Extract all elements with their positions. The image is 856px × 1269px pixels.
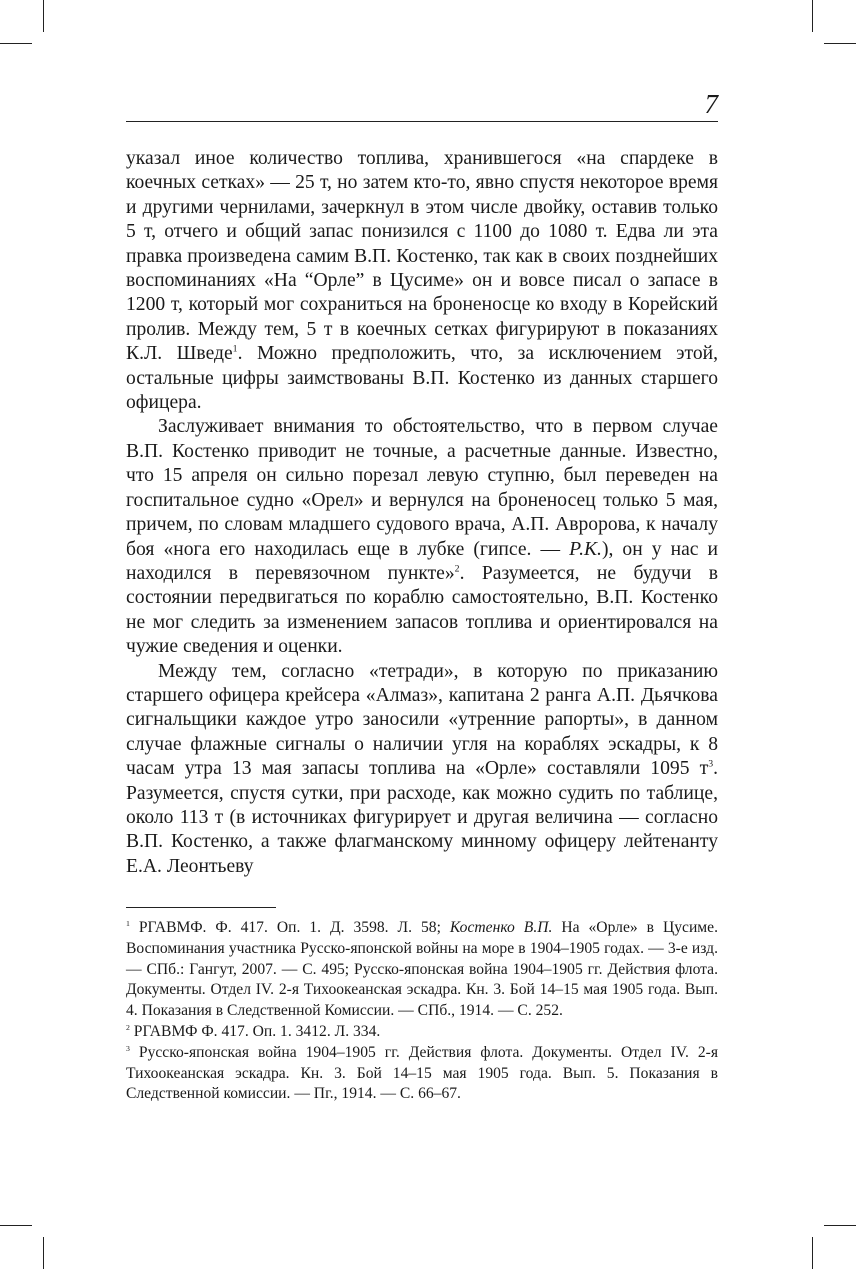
crop-mark-top-left-h bbox=[0, 43, 32, 44]
text-run: . Разумеется, спустя сутки, при расходе, как можно судить по таблице, около 113 т (в источниках фигурирует и другая величина — согласно В.П. Костенко, а также флагманскому минному офицеру лейтенанту Е.А. Леонтьеву bbox=[126, 758, 718, 877]
text-run: . Можно предположить, что, за исключением этой, остальные цифры заимствованы В.П. Костенко из данных старшего офицера. bbox=[126, 343, 718, 414]
paragraph bbox=[126, 147, 718, 415]
footnote bbox=[126, 1022, 718, 1043]
footnote-ref: 2 bbox=[454, 563, 460, 575]
text-run: РГАВМФ. Ф. 417. Оп. 1. Д. 3598. Л. 58; bbox=[129, 919, 450, 936]
text-run: указал иное количество топлива, хранившегося «на спардеке в коечных сетках» — 25 т, но затем кто-то, явно спустя некоторое время и другими чернилами, зачеркнул в этом числе двойку, оставив только 5 т, отчего и общий запас понизился с 1100 до 1080 т. Едва ли эта правка произведена самим В.П. Костенко, так как в своих позднейших воспоминаниях «На “Орле” в Цусиме» он и вовсе писал о запасе в 1200 т, который мог сохраниться на броненосце ко входу в Корейский пролив. Между тем, 5 т в коечных сетках фигурируют в показаниях К.Л. Шведе bbox=[126, 148, 718, 365]
text-run: Заслуживает внимания то обстоятельство, что в первом случае В.П. Костенко приводит не точные, а расчетные данные. Известно, что 15 апреля он сильно порезал левую ступню, был переведен на госпитальное судно «Орел» и вернулся на броненосец только 5 мая, причем, по словам младшего судового врача, А.П. Авророва, к началу боя «нога его находилась еще в лубке (гипсе. — bbox=[126, 416, 718, 560]
crop-mark-bottom-left bbox=[43, 1237, 44, 1269]
footnote-ref: 3 bbox=[708, 758, 714, 770]
text-run: Русско-японская война 1904–1905 гг. Действия флота. Документы. Отдел IV. 2-я Тихоокеанская эскадра. Кн. 3. Бой 14–15 мая 1905 года. Вып. 5. Показания в Следственной комиссии. — Пг., 1914. — С. 66–67. bbox=[126, 1043, 718, 1103]
header-rule bbox=[126, 121, 718, 122]
footnote-ref: 1 bbox=[126, 919, 130, 929]
footnotes bbox=[126, 918, 718, 1105]
italic-text: Р.К. bbox=[569, 538, 602, 560]
crop-mark-top-right bbox=[812, 0, 813, 32]
paragraph bbox=[126, 415, 718, 659]
body-text bbox=[126, 147, 718, 879]
paragraph bbox=[126, 660, 718, 880]
footnote bbox=[126, 1043, 718, 1105]
text-run: Между тем, согласно «тетради», в которую по приказанию старшего офицера крейсера «Алмаз», капитана 2 ранга А.П. Дьячкова сигнальщики каждое утро заносили «утренние рапорты», в данном случае флажные сигналы о наличии угля на кораблях эскадры, к 8 часам утра 13 мая запасы топлива на «Орле» составляли 1095 т bbox=[126, 660, 718, 780]
footnote-rule bbox=[126, 907, 276, 908]
crop-mark-bottom-right bbox=[812, 1237, 813, 1269]
crop-mark-top-left bbox=[43, 0, 44, 32]
text-run: ), он у нас и находился в перевязочном пункте» bbox=[126, 538, 718, 584]
crop-mark-bottom-left-h bbox=[0, 1225, 32, 1226]
crop-mark-top-right-h bbox=[824, 43, 856, 44]
footnote-ref: 1 bbox=[232, 343, 238, 355]
text-run: . Разумеется, не будучи в состоянии передвигаться по кораблю самостоятельно, В.П. Костенко не мог следить за изменением запасов топлива и ориентировался на чужие сведения и оценки. bbox=[126, 562, 719, 658]
footnote bbox=[126, 918, 718, 1022]
text-run: На «Орле» в Цусиме. Воспоминания участника Русско-японской войны на море в 1904–1905 годах. — 3-е изд. — СПб.: Гангут, 2007. — С. 495; Русско-японская война 1904–1905 гг. Действия флота. Документы. Отдел IV. 2-я Тихоокеанская эскадра. Кн. 3. Бой 14–15 мая 1905 года. Вып. 4. Показания в Следственной Комиссии. — СПб., 1914. — С. 252. bbox=[126, 919, 718, 1020]
italic-text: Костенко В.П. bbox=[449, 919, 553, 936]
text-run: РГАВМФ Ф. 417. Оп. 1. 3412. Л. 334. bbox=[129, 1022, 381, 1040]
footnote-ref: 2 bbox=[126, 1023, 130, 1033]
footnote-ref: 3 bbox=[126, 1043, 130, 1053]
crop-mark-bottom-right-h bbox=[824, 1225, 856, 1226]
page-number: 7 bbox=[704, 89, 718, 119]
